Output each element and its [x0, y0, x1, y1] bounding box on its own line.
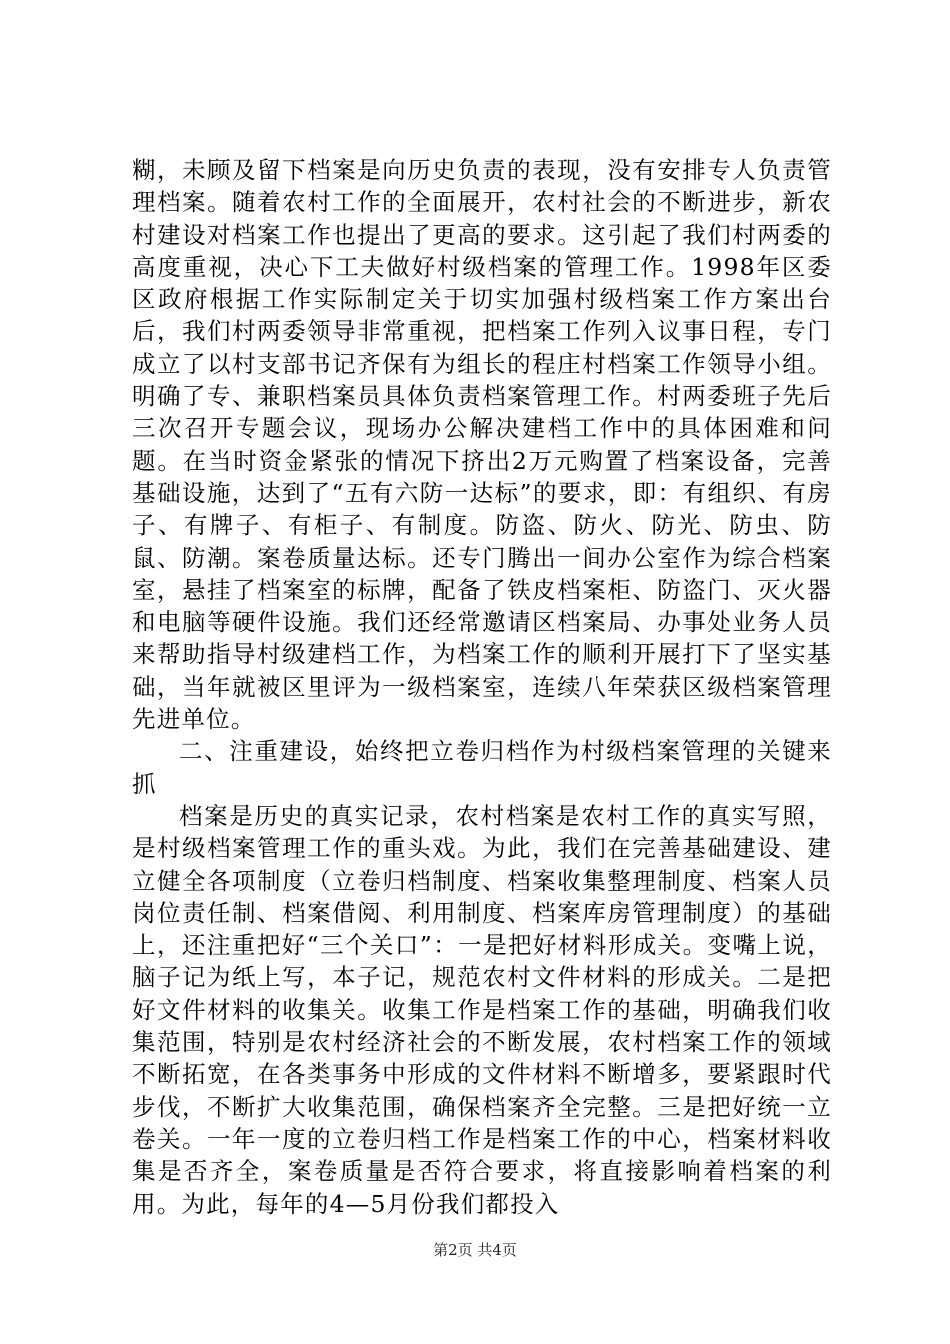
paragraph-1: 糊，未顾及留下档案是向历史负责的表现，没有安排专人负责管理档案。随着农村工作的全面展开，农村社会的不断进步，新农村建设对档案工作也提出了更高的要求。这引起了我们村两委的高度重视，决心下工夫做好村级档案的管理工作。1998年区委区政府根据工作实际制定关于切实加强村级档案工作方案出台后，我们村两委领导非常重视，把档案工作列入议事日程，专门成立了以村支部书记齐保有为组长的程庄村档案工作领导小组。明确了专、兼职档案员具体负责档案管理工作。村两委班子先后三次召开专题会议，现场办公解决建档工作中的具体困难和问题。在当时资金紧张的情况下挤出2万元购置了档案设备，完善基础设施，达到了“五有六防一达标”的要求，即：有组织、有房子、有牌子、有柜子、有制度。防盗、防火、防光、防虫、防鼠、防潮。案卷质量达标。还专门腾出一间办公室作为综合档案室，悬挂了档案室的标牌，配备了铁皮档案柜、防盗门、灭火器和电脑等硬件设施。我们还经常邀请区档案局、办事处业务人员来帮助指导村级建档工作，为档案工作的顺利开展打下了坚实基础，当年就被区里评为一级档案室，连续八年荣获区级档案管理先进单位。	[132, 156, 832, 734]
body-text	[132, 154, 832, 1220]
section-heading-2: 二、注重建设，始终把立卷归档作为村级档案管理的关键来抓	[132, 737, 832, 798]
page-footer: 第2页 共4页	[433, 1241, 517, 1259]
paragraph-3: 档案是历史的真实记录，农村档案是农村工作的真实写照，是村级档案管理工作的重头戏。为此，我们在完善基础建设、建立健全各项制度（立卷归档制度、档案收集整理制度、档案人员岗位责任制、档案借阅、利用制度、档案库房管理制度）的基础上，还注重把好“三个关口”：一是把好材料形成关。变嘴上说，脑子记为纸上写，本子记，规范农村文件材料的形成关。二是把好文件材料的收集关。收集工作是档案工作的基础，明确我们收集范围，特别是农村经济社会的不断发展，农村档案工作的领域不断拓宽，在各类事务中形成的文件材料不断增多，要紧跟时代步伐，不断扩大收集范围，确保档案齐全完整。三是把好统一立卷关。一年一度的立卷归档工作是档案工作的中心，档案材料收集是否齐全，案卷质量是否符合要求，将直接影响着档案的利用。为此，每年的4—5月份我们都投入	[132, 801, 832, 1218]
